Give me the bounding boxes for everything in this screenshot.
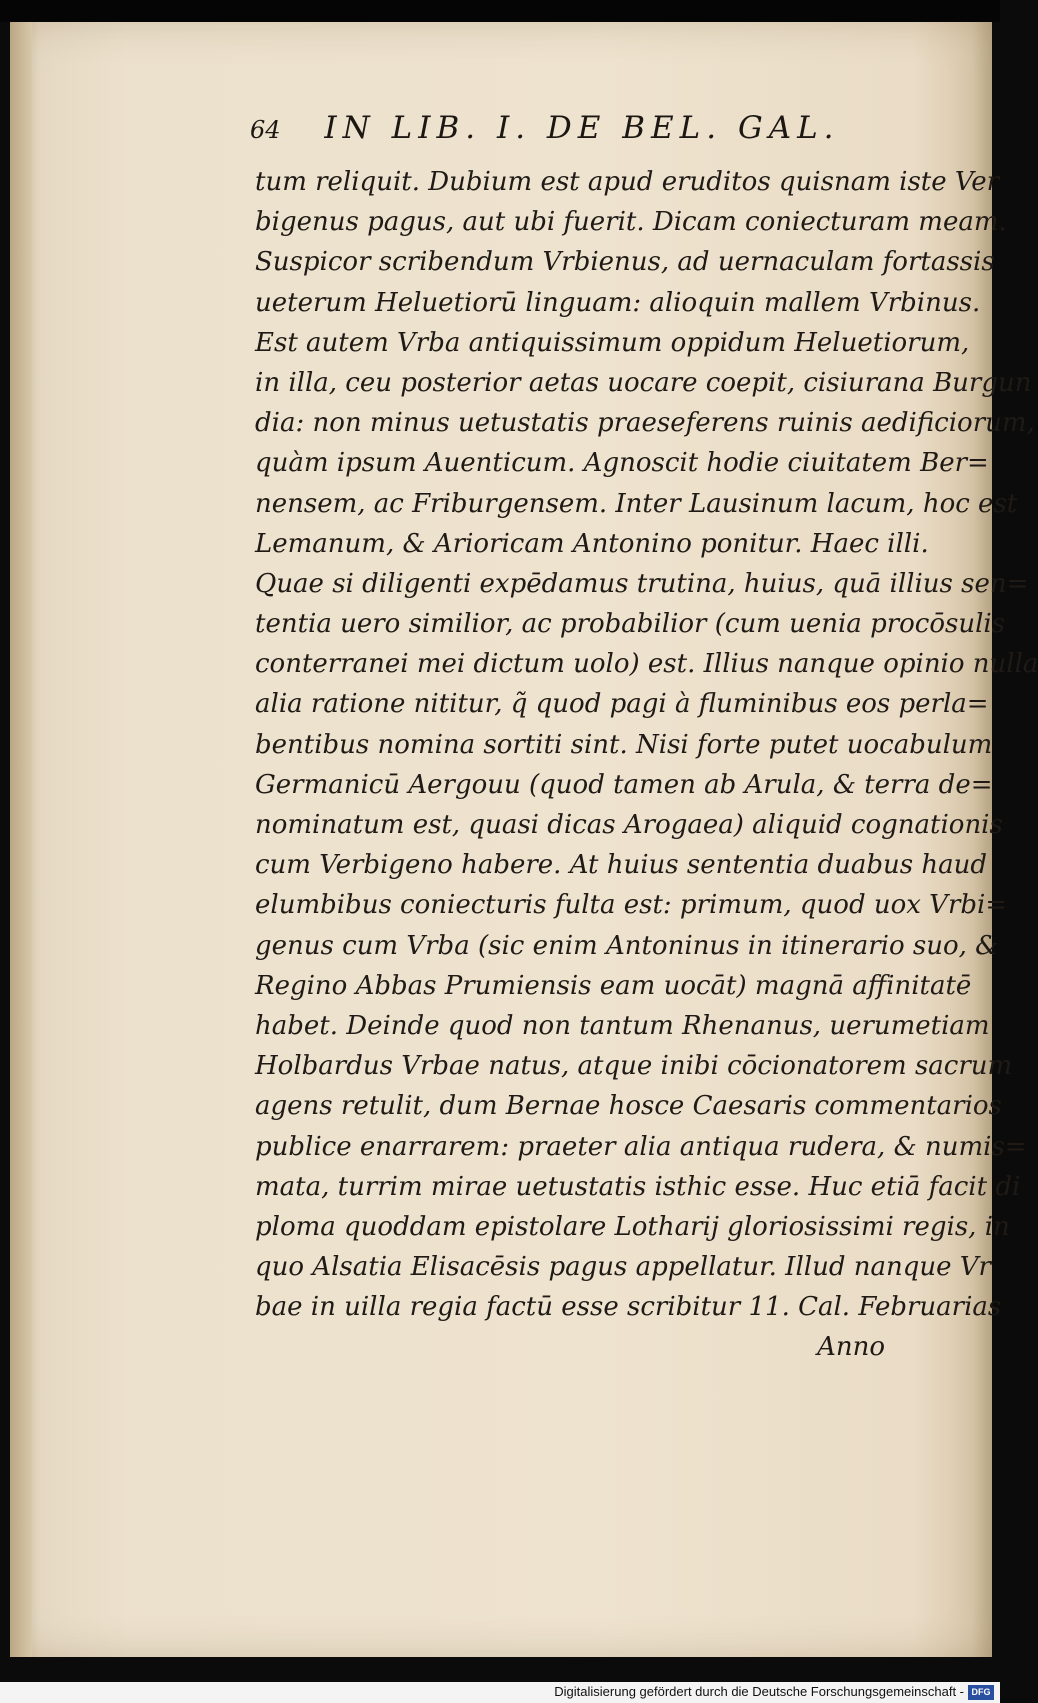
book-page bbox=[10, 22, 1038, 1657]
text-line: publice enarrarem: praeter alia antiqua rudera, & numis= bbox=[255, 1131, 1027, 1162]
running-head bbox=[250, 110, 840, 146]
text-line: ueterum Heluetiorū linguam: alioquin mallem Vrbinus. bbox=[255, 287, 981, 318]
text-line: Germanicū Aergouu (quod tamen ab Arula, & terra de= bbox=[255, 769, 993, 800]
text-line: Lemanum, & Arioricam Antonino ponitur. Haec illi. bbox=[255, 528, 929, 559]
text-line: dia: non minus uetustatis praeseferens ruinis aedificiorum, bbox=[255, 408, 1035, 439]
body-text bbox=[255, 162, 1038, 1368]
scan-top-border bbox=[0, 0, 1000, 22]
text-line: Anno bbox=[817, 1332, 885, 1363]
text-line: in illa, ceu posterior aetas uocare coepit, cisiurana Burgun bbox=[255, 367, 1032, 398]
text-line: Regino Abbas Prumiensis eam uocāt) magnā affinitatē bbox=[255, 970, 972, 1001]
text-line: alia ratione nititur, q̃ quod pagi à fluminibus eos perla= bbox=[255, 689, 989, 720]
text-line: bigenus pagus, aut ubi fuerit. Dicam coniecturam meam. bbox=[255, 207, 1007, 238]
page-number: 64 bbox=[250, 116, 281, 144]
text-line: Suspicor scribendum Vrbienus, ad uernaculam fortassis bbox=[255, 247, 995, 278]
text-line: Holbardus Vrbae natus, atque inibi cōcionatorem sacrum bbox=[255, 1051, 1013, 1082]
text-line: cum Verbigeno habere. At huius sententia duabus haud bbox=[255, 850, 987, 881]
running-title: IN LIB. I. DE BEL. GAL. bbox=[324, 110, 840, 146]
text-line: agens retulit, dum Bernae hosce Caesaris commentarios bbox=[255, 1091, 1002, 1122]
text-line: bentibus nomina sortiti sint. Nisi forte putet uocabulum bbox=[255, 729, 993, 760]
text-line: Quae si diligenti expēdamus trutina, huius, quā illius sen= bbox=[255, 568, 1029, 599]
text-line: elumbibus coniecturis fulta est: primum, quod uox Vrbi= bbox=[255, 890, 1008, 921]
text-line: nensem, ac Friburgensem. Inter Lausinum lacum, hoc est bbox=[255, 488, 1018, 519]
text-line: quàm ipsum Auenticum. Agnoscit hodie ciuitatem Ber= bbox=[255, 448, 989, 479]
digitization-credit: Digitalisierung gefördert durch die Deutsche Forschungsgemeinschaft - bbox=[554, 1684, 964, 1699]
text-line: ploma quoddam epistolare Lotharij gloriosissimi regis, in bbox=[255, 1211, 1010, 1242]
text-line: habet. Deinde quod non tantum Rhenanus, uerumetiam bbox=[255, 1010, 990, 1041]
page-gutter-edge bbox=[10, 22, 32, 1657]
footer-bar bbox=[0, 1682, 1000, 1703]
text-line: tum reliquit. Dubium est apud eruditos quisnam iste Ver bbox=[255, 167, 1000, 197]
text-line: nominatum est, quasi dicas Arogaea) aliquid cognationis bbox=[255, 810, 1003, 840]
text-line: mata, turrim mirae uetustatis isthic esse. Huc etiā facit di bbox=[255, 1171, 1021, 1202]
text-line: tentia uero similior, ac probabilior (cum uenia procōsulis bbox=[255, 609, 1006, 640]
text-line: quo Alsatia Elisacēsis pagus appellatur. Illud nanque Vr bbox=[255, 1252, 991, 1283]
text-line: Est autem Vrba antiquissimum oppidum Heluetiorum, bbox=[255, 327, 970, 358]
text-line: bae in uilla regia factū esse scribitur 11. Cal. Februarias bbox=[255, 1292, 1002, 1323]
text-line: conterranei mei dictum uolo) est. Illius nanque opinio nulla bbox=[255, 649, 1038, 680]
dfg-logo-icon: DFG bbox=[968, 1685, 994, 1700]
text-line: genus cum Vrba (sic enim Antoninus in itinerario suo, & bbox=[255, 930, 999, 961]
